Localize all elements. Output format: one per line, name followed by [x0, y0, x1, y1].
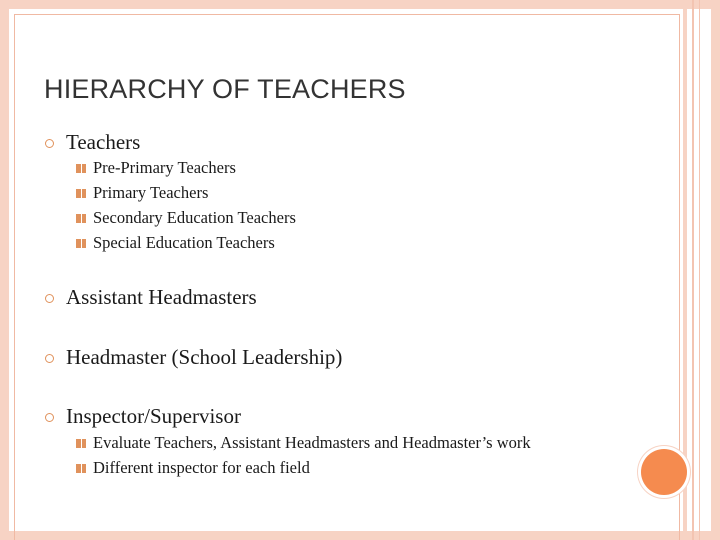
circle-bullet-icon — [45, 294, 54, 303]
bullet-item-teachers — [45, 130, 140, 155]
circle-bullet-icon — [45, 413, 54, 422]
block-bullet-icon — [76, 439, 87, 448]
sub-bullet-label: Evaluate Teachers, Assistant Headmasters and Headmaster’s work — [93, 433, 531, 452]
bullet-label: Assistant Headmasters — [66, 285, 257, 309]
block-bullet-icon — [76, 189, 87, 198]
sub-bullet-label: Secondary Education Teachers — [93, 208, 296, 227]
sub-bullet-item — [76, 433, 531, 453]
sub-bullet-label: Different inspector for each field — [93, 458, 310, 477]
slide-title: HIERARCHY OF TEACHERS — [44, 74, 406, 104]
sub-bullet-label: Special Education Teachers — [93, 233, 275, 252]
sub-bullet-label: Pre-Primary Teachers — [93, 158, 236, 177]
bullet-item-inspector — [45, 404, 241, 429]
sub-bullet-item — [76, 208, 296, 228]
sub-bullet-item — [76, 183, 208, 203]
sub-bullet-label: Primary Teachers — [93, 183, 209, 202]
sub-bullet-item — [76, 458, 310, 478]
bullet-label: Teachers — [66, 130, 141, 154]
circle-bullet-icon — [45, 139, 54, 148]
block-bullet-icon — [76, 214, 87, 223]
sub-bullet-item — [76, 233, 275, 253]
block-bullet-icon — [76, 464, 87, 473]
bullet-label: Headmaster (School Leadership) — [66, 345, 343, 369]
decorative-strip — [699, 0, 700, 540]
decorative-circle — [641, 449, 687, 495]
decorative-strip — [692, 0, 694, 540]
bullet-item-headmaster — [45, 345, 342, 370]
block-bullet-icon — [76, 239, 87, 248]
block-bullet-icon — [76, 164, 87, 173]
sub-bullet-item — [76, 158, 236, 178]
bullet-label: Inspector/Supervisor — [66, 404, 241, 428]
circle-bullet-icon — [45, 354, 54, 363]
bullet-item-assistant-headmasters — [45, 285, 257, 310]
